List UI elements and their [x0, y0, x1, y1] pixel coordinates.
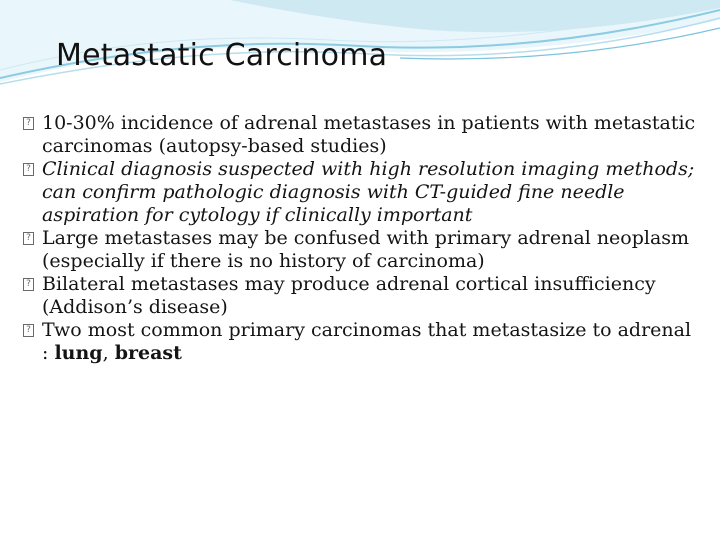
bullet-list	[22, 112, 702, 365]
slide-title: Metastatic Carcinoma	[56, 38, 388, 73]
bullet-text: Two most common primary carcinomas that metastasize to adrenal :	[42, 319, 692, 364]
bullet-item	[22, 227, 702, 273]
bullet-item	[22, 273, 702, 319]
bullet-marker-icon: ?	[23, 278, 34, 291]
bullet-marker-icon: ?	[23, 117, 34, 130]
emphasis-lung: lung	[54, 342, 103, 364]
bullet-marker-icon: ?	[23, 324, 34, 337]
bullet-item	[22, 319, 702, 365]
bullet-text: Large metastases may be confused with primary adrenal neoplasm (especially if there is no history of carcinoma)	[42, 227, 690, 272]
bullet-text: Clinical diagnosis suspected with high resolution imaging methods; can confirm pathologic diagnosis with CT-guided fine needle aspiration for cytology if clinically important	[42, 158, 695, 226]
bullet-marker-icon: ?	[23, 163, 34, 176]
bullet-text: Bilateral metastases may produce adrenal cortical insufficiency (Addison’s disease)	[42, 273, 656, 318]
bullet-text: 10-30% incidence of adrenal metastases in patients with metastatic carcinomas (autopsy-based studies)	[42, 112, 696, 157]
separator: ,	[102, 342, 115, 364]
bullet-marker-icon: ?	[23, 232, 34, 245]
bullet-item	[22, 112, 702, 158]
bullet-item	[22, 158, 702, 227]
emphasis-breast: breast	[114, 342, 182, 364]
